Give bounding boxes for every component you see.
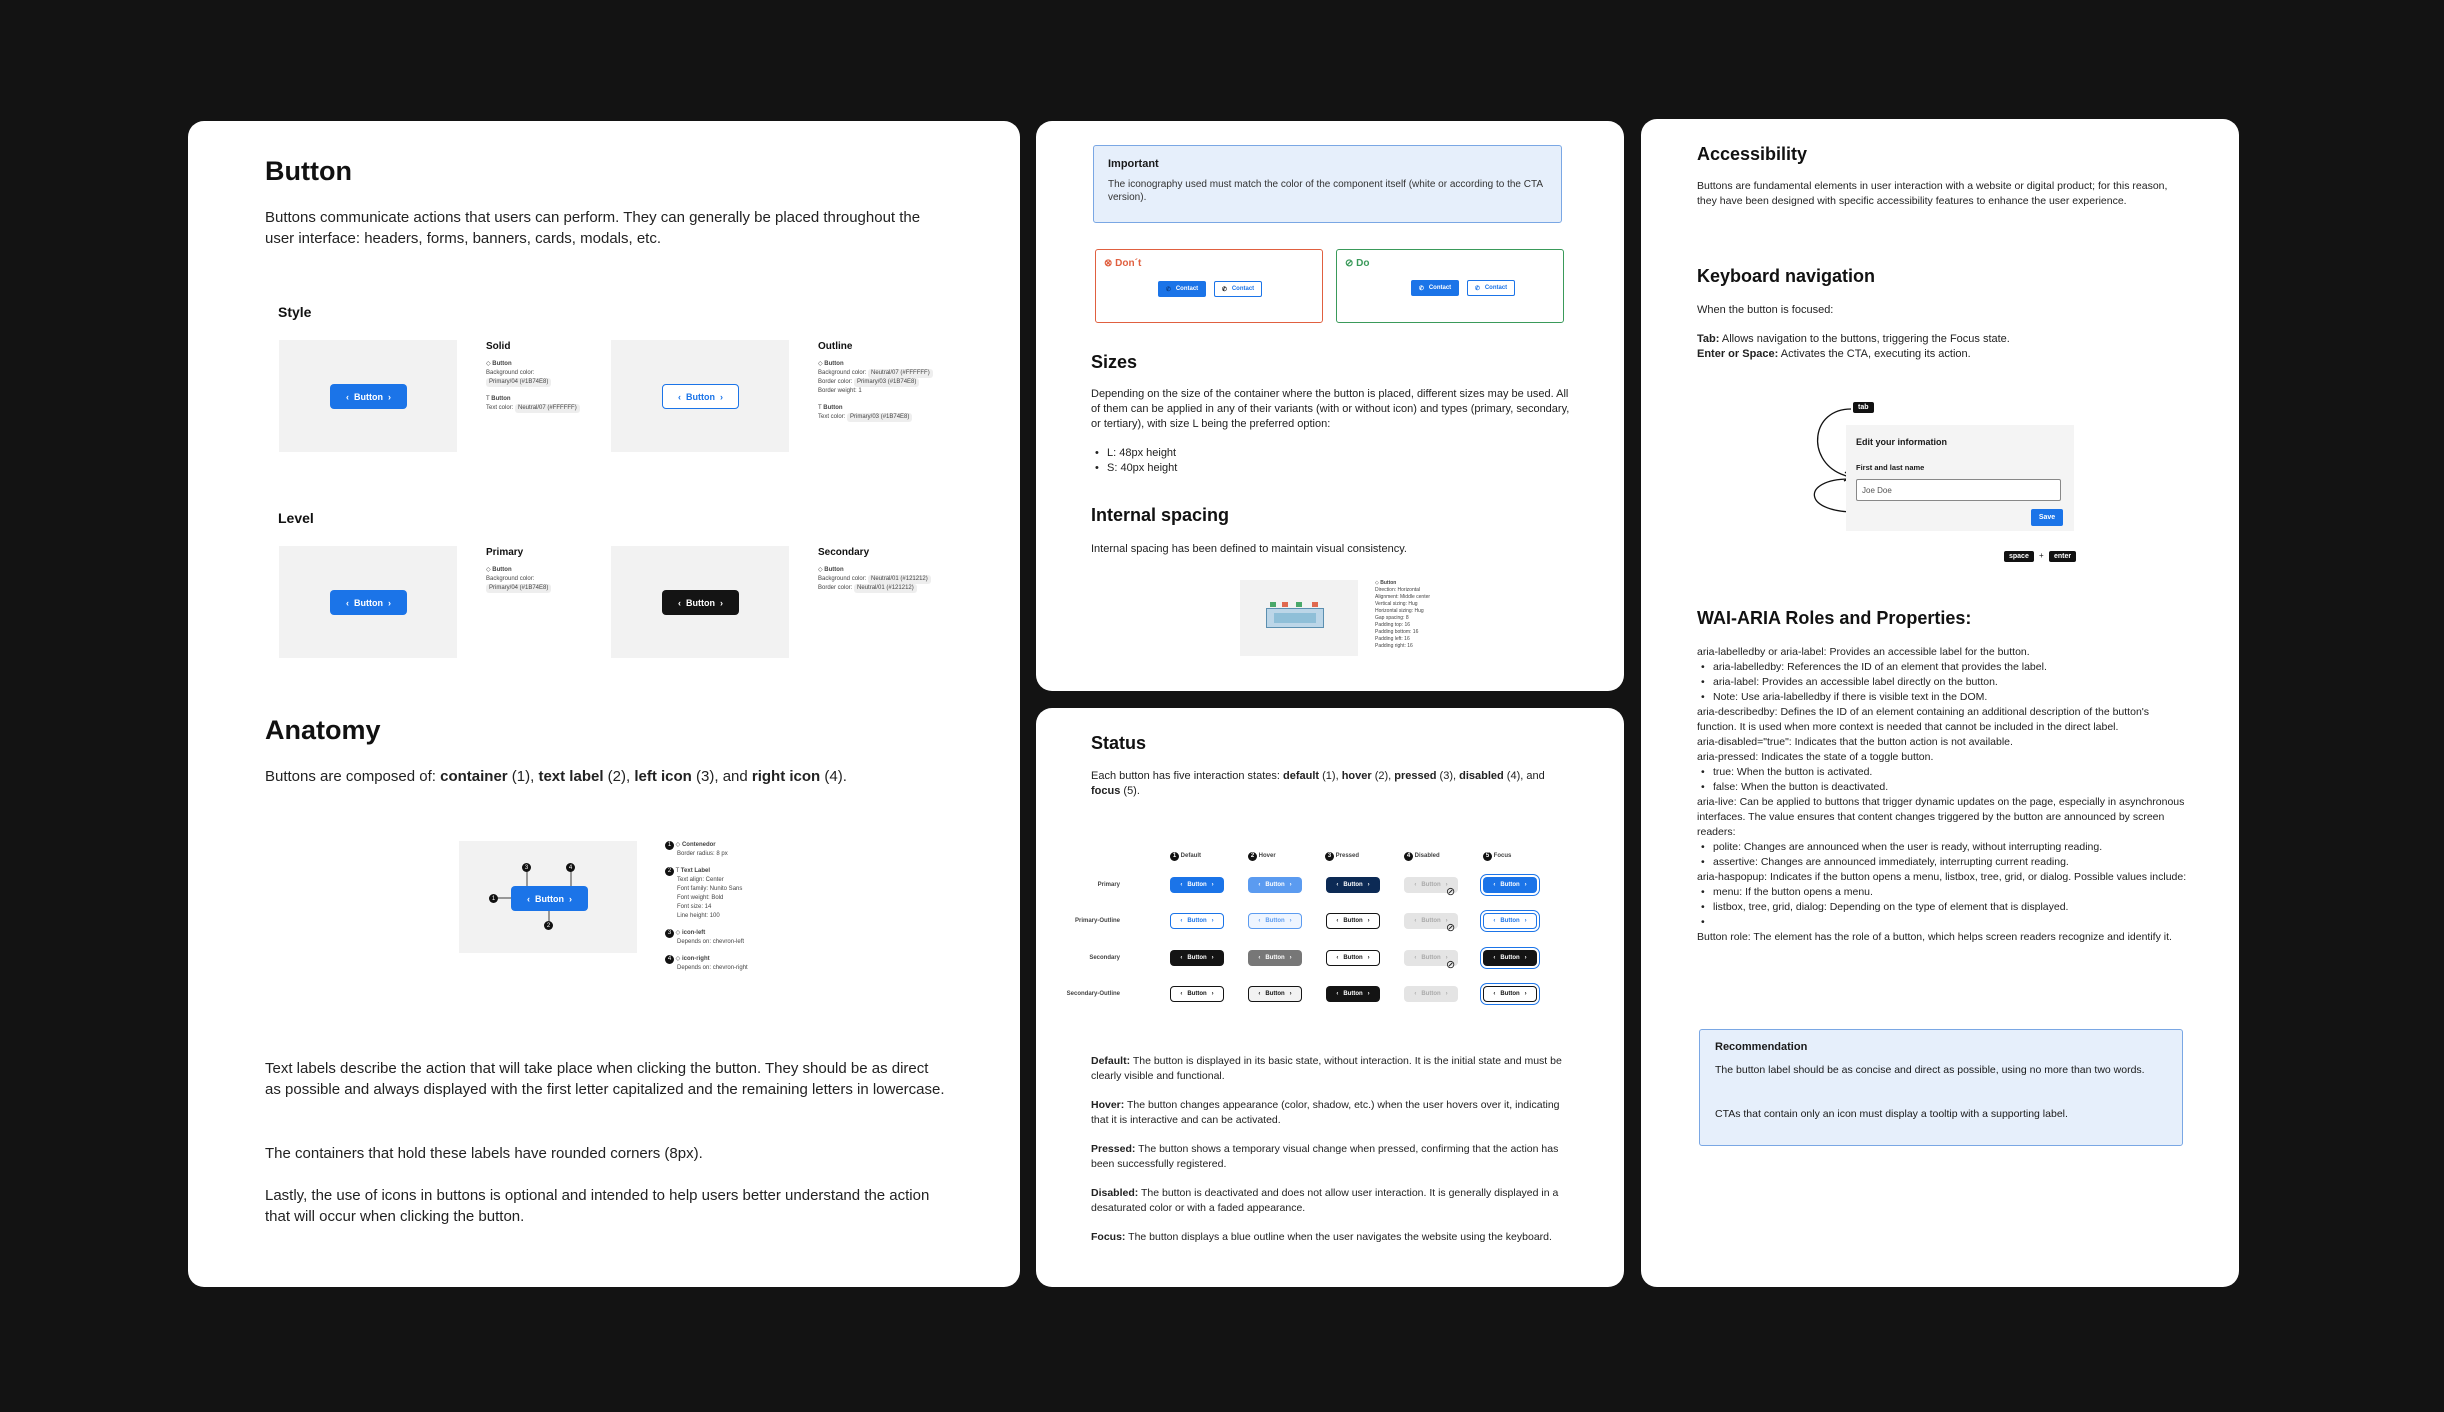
chevron-left-icon: ‹: [1336, 918, 1339, 924]
plus-sign: +: [2039, 551, 2044, 560]
phone-icon: ✆: [1418, 285, 1424, 292]
desc-disabled: Disabled: The button is deactivated and does not allow user interaction. It is generally displayed in a desaturated color or with a faded appearance.: [1091, 1187, 1559, 1214]
spacing-text: Internal spacing has been defined to maintain visual consistency.: [1091, 543, 1407, 555]
button-label: Button: [686, 597, 715, 608]
aria-line: • menu: If the button opens a menu.: [1701, 886, 1873, 898]
spacing-preview: [1240, 580, 1358, 656]
solid-item2-val: Neutral/07 (#FFFFFF): [515, 404, 580, 413]
aria-line: • listbox, tree, grid, dialog: Depending on the type of element that is displayed.: [1701, 901, 2069, 913]
marker-3: 3: [522, 863, 531, 872]
chevron-right-icon: ›: [1367, 882, 1370, 888]
recommendation-box: [1699, 1029, 2183, 1146]
chevron-right-icon: ›: [1367, 955, 1370, 961]
keyboard-title: Keyboard navigation: [1697, 266, 1876, 286]
component-icon: ◇: [1375, 580, 1379, 586]
secondary-focus[interactable]: ‹ Button ›: [1483, 950, 1537, 966]
status-card: [1036, 708, 1624, 1287]
chevron-left-icon: ‹: [1414, 882, 1417, 888]
chevron-left-icon: ‹: [678, 597, 681, 608]
button-label: Button: [354, 391, 383, 402]
chevron-left-icon: ‹: [678, 391, 681, 402]
anatomy-intro: Buttons are composed of: container (1), text label (2), left icon (3), and right icon (4).: [265, 768, 847, 785]
do-contact-button[interactable]: ✆ Contact: [1411, 280, 1459, 296]
secondary-hover[interactable]: ‹ Button ›: [1248, 950, 1302, 966]
keyboard-when: When the button is focused:: [1697, 304, 1834, 316]
primary-props: [486, 547, 596, 593]
chevron-left-icon: ‹: [1180, 918, 1183, 924]
col-header-default: 1 Default: [1170, 852, 1201, 861]
aria-line: • true: When the button is activated.: [1701, 766, 1873, 778]
secondary-outline-default[interactable]: ‹ Button ›: [1170, 986, 1224, 1002]
form-title: Edit your information: [1856, 437, 1947, 447]
frame-icon: ◇: [675, 842, 681, 848]
secondary-outline-hover[interactable]: ‹ Button ›: [1248, 986, 1302, 1002]
list-item: • S: 40px height: [1091, 461, 1177, 476]
chevron-right-icon: ›: [1211, 991, 1214, 997]
text-icon: T: [818, 405, 822, 411]
primary-outline-pressed[interactable]: ‹ Button ›: [1326, 913, 1380, 929]
sizes-text: Depending on the size of the container where the button is placed, different sizes may be used. All of them can be applied in any of their variants (with or without icon) and types (primary, secondary, or tertiary), with size L being the preferred option:: [1091, 388, 1570, 430]
chevron-right-icon: ›: [1524, 918, 1527, 924]
tab-key: tab: [1853, 402, 1874, 413]
chevron-left-icon: ‹: [1180, 991, 1183, 997]
col-header-hover: 2 Hover: [1248, 852, 1276, 861]
rec-text2: CTAs that contain only an icon must display a tooltip with a supporting label.: [1715, 1108, 2068, 1120]
component-icon: ◇: [486, 361, 491, 367]
outline-v4: Primary/03 (#1B74E8): [847, 413, 912, 422]
solid-item2: Button: [491, 396, 511, 402]
phone-icon: ✆: [1221, 286, 1227, 293]
marker-1: 1: [489, 894, 498, 903]
aria-title: WAI-ARIA Roles and Properties:: [1697, 608, 1972, 628]
sizes-title: Sizes: [1091, 352, 1138, 372]
chevron-left-icon: ‹: [1258, 991, 1261, 997]
chevron-right-icon: ›: [388, 391, 391, 402]
important-note: [1093, 145, 1562, 223]
text-labels-paragraph: Text labels describe the action that will take place when clicking the button. They should be as direct as possible and always displayed with the first letter capitalized and the remaining letters in lowercase.: [265, 1060, 945, 1098]
chevron-right-icon: ›: [1524, 955, 1527, 961]
component-icon: ◇: [818, 567, 823, 573]
row-label-primary: Primary: [1097, 882, 1120, 888]
secondary-v2: Neutral/01 (#121212): [854, 584, 917, 593]
button-label: Button: [686, 391, 715, 402]
chevron-right-icon: ›: [1289, 991, 1292, 997]
chevron-right-icon: ›: [1445, 991, 1448, 997]
enter-key: enter: [2049, 551, 2076, 562]
row-label-secondary: Secondary: [1089, 955, 1120, 961]
dont-example: [1095, 249, 1323, 323]
aria-line: • false: When the button is deactivated.: [1701, 781, 1889, 793]
chevron-left-icon: ‹: [1493, 955, 1496, 961]
primary-item: Button: [492, 567, 512, 573]
aria-line: Button role: The element has the role of a button, which helps screen readers recognize and identify it.: [1697, 931, 2172, 943]
primary-title: Primary: [486, 547, 524, 558]
list-item: • L: 48px height: [1091, 446, 1177, 461]
icons-paragraph: Lastly, the use of icons in buttons is optional and intended to help users better understand the action that will occur when clicking the button.: [265, 1187, 930, 1225]
dont-label: Don´t: [1115, 258, 1142, 269]
col-header-disabled: 4 Disabled: [1404, 852, 1440, 861]
sizes-card: [1036, 121, 1624, 691]
chevron-left-icon: ‹: [1180, 882, 1183, 888]
chevron-right-icon: ›: [1445, 918, 1448, 924]
button-doc-card: [188, 121, 1020, 1287]
primary-focus[interactable]: ‹ Button ›: [1483, 877, 1537, 893]
solid-item1-prop: Background color:: [486, 370, 535, 376]
outline-v1: Neutral/07 (#FFFFFF): [868, 369, 933, 378]
aria-line: aria-pressed: Indicates the state of a toggle button.: [1697, 751, 1934, 763]
chevron-right-icon: ›: [1289, 882, 1292, 888]
aria-line: aria-live: Can be applied to buttons that trigger dynamic updates on the page, especially in asynchronous interfaces. The value ensures that content changes triggered by the button are announced by screen readers:: [1697, 796, 2185, 838]
space-key: space: [2004, 551, 2034, 562]
primary-outline-hover[interactable]: ‹ Button ›: [1248, 913, 1302, 929]
phone-icon: ✆: [1165, 286, 1171, 293]
chevron-left-icon: ‹: [346, 391, 349, 402]
style-heading: Style: [278, 304, 312, 320]
name-input[interactable]: Joe Doe: [1856, 479, 2061, 501]
sizes-list: [1091, 446, 1177, 476]
chevron-right-icon: ›: [1211, 918, 1214, 924]
component-icon: ◇: [818, 361, 823, 367]
chevron-left-icon: ‹: [1336, 955, 1339, 961]
primary-outline-disabled: ‹ Button ›: [1404, 913, 1458, 929]
outline-props: [818, 341, 938, 422]
secondary-button-sample[interactable]: [662, 590, 739, 615]
text-icon: T: [486, 396, 490, 402]
gap-marker: [1282, 602, 1288, 607]
outline-item1: Button: [824, 361, 844, 367]
secondary-preview: [611, 546, 789, 658]
solid-props: [486, 341, 596, 413]
check-circle-icon: ⊘: [1345, 258, 1354, 269]
chevron-left-icon: ‹: [1493, 918, 1496, 924]
component-icon: ◇: [675, 956, 681, 962]
outline-p4: Text color:: [818, 414, 846, 420]
chevron-left-icon: ‹: [346, 597, 349, 608]
desc-default: Default: The button is displayed in its basic state, without interaction. It is the initial state and must be clearly visible and functional.: [1091, 1055, 1562, 1082]
primary-button-sample[interactable]: [330, 590, 407, 615]
status-intro: Each button has five interaction states: default (1), hover (2), pressed (3), disabled (4), and focus (5).: [1091, 770, 1545, 797]
aria-line: aria-disabled="true": Indicates that the button action is not available.: [1697, 736, 2013, 748]
component-icon: ◇: [675, 930, 681, 936]
chevron-left-icon: ‹: [1258, 882, 1261, 888]
not-allowed-cursor-icon: ⊘: [1446, 922, 1456, 934]
primary-prop: Background color:: [486, 576, 535, 582]
chevron-right-icon: ›: [1524, 882, 1527, 888]
chevron-right-icon: ›: [720, 597, 723, 608]
chevron-right-icon: ›: [1367, 991, 1370, 997]
row-label-secondary-outline: Secondary-Outline: [1066, 991, 1120, 997]
chevron-right-icon: ›: [1445, 955, 1448, 961]
level-heading: Level: [278, 510, 314, 526]
primary-disabled: ‹ Button ›: [1404, 877, 1458, 893]
field-label: First and last name: [1856, 463, 1925, 472]
chevron-left-icon: ‹: [1493, 882, 1496, 888]
chevron-right-icon: ›: [720, 391, 723, 402]
keyboard-enter: Enter or Space: Activates the CTA, executing its action.: [1697, 348, 1971, 360]
primary-default[interactable]: ‹ Button ›: [1170, 877, 1224, 893]
aria-line: aria-haspopup: Indicates if the button opens a menu, listbox, tree, grid, or dialog. Possible values include:: [1697, 871, 2187, 883]
secondary-title: Secondary: [818, 547, 870, 558]
anatomy-button-sample[interactable]: [511, 886, 588, 911]
rec-text1: The button label should be as concise and direct as possible, using no more than two words.: [1715, 1064, 2145, 1076]
col-header-pressed: 3 Pressed: [1325, 852, 1359, 861]
chevron-left-icon: ‹: [1336, 882, 1339, 888]
rec-title: Recommendation: [1715, 1041, 1808, 1053]
primary-hover[interactable]: ‹ Button ›: [1248, 877, 1302, 893]
content-area: [1274, 613, 1316, 623]
chevron-right-icon: ›: [1289, 955, 1292, 961]
solid-preview: [279, 340, 457, 452]
secondary-default[interactable]: ‹ Button ›: [1170, 950, 1224, 966]
anatomy-props: 1 ◇ Contenedor Border radius: 8 px 2 T Text Label Text align: Center Font family: Nunito Sans Font weight: Bold Font size: 14 Line height: 100 3 ◇ icon-left Depends on: chevron-left 4 ◇ icon-right Depends on: chevron-right: [665, 841, 795, 973]
outline-p3: Border weight: 1: [818, 388, 862, 394]
chevron-left-icon: ‹: [527, 893, 530, 904]
accessibility-card: [1641, 119, 2239, 1287]
desc-hover: Hover: The button changes appearance (color, shadow, etc.) when the user hovers over it, indicating that it is interactive and can be activated.: [1091, 1099, 1560, 1126]
primary-preview: [279, 546, 457, 658]
chevron-right-icon: ›: [1445, 882, 1448, 888]
secondary-disabled: ‹ Button ›: [1404, 950, 1458, 966]
spacing-title: Internal spacing: [1091, 505, 1230, 525]
solid-item1-val: Primary/04 (#1B74E8): [486, 378, 551, 387]
secondary-outline-focus[interactable]: ‹ Button ›: [1483, 986, 1537, 1002]
outline-button-sample[interactable]: [662, 384, 739, 409]
secondary-p1: Background color:: [818, 576, 867, 582]
outline-item2: Button: [823, 405, 843, 411]
aria-line: •: [1701, 916, 1705, 928]
close-circle-icon: ⊗: [1104, 258, 1113, 269]
chevron-left-icon: ‹: [1258, 918, 1261, 924]
secondary-outline-disabled: ‹ Button ›: [1404, 986, 1458, 1002]
anatomy-title: Anatomy: [265, 715, 381, 745]
chevron-left-icon: ‹: [1414, 991, 1417, 997]
marker-2: 2: [544, 921, 553, 930]
secondary-pressed[interactable]: ‹ Button ›: [1326, 950, 1380, 966]
solid-item2-prop: Text color:: [486, 405, 514, 411]
not-allowed-cursor-icon: ⊘: [1446, 886, 1456, 898]
component-icon: ◇: [486, 567, 491, 573]
solid-item1: Button: [492, 361, 512, 367]
aria-line: • Note: Use aria-labelledby if there is visible text in the DOM.: [1701, 691, 1988, 703]
status-descriptions: [1091, 1054, 1569, 1245]
col-header-focus: 5 Focus: [1483, 852, 1511, 861]
dont-contact-outline-button[interactable]: ✆ Contact: [1214, 281, 1262, 297]
secondary-outline-pressed[interactable]: ‹ Button ›: [1326, 986, 1380, 1002]
chevron-left-icon: ‹: [1414, 918, 1417, 924]
button-label: Button: [535, 893, 564, 904]
button-label: Button: [354, 597, 383, 608]
secondary-v1: Neutral/01 (#121212): [868, 575, 931, 584]
aria-line: aria-labelledby or aria-label: Provides an accessible label for the button.: [1697, 646, 2030, 658]
page-title: Button: [265, 156, 352, 186]
gap-marker: [1270, 602, 1276, 607]
desc-focus: Focus: The button displays a blue outline when the user navigates the website using the keyboard.: [1091, 1231, 1552, 1243]
aria-line: • polite: Changes are announced when the user is ready, without interrupting reading.: [1701, 841, 2103, 853]
do-example: [1336, 249, 1564, 323]
aria-list: [1697, 645, 2187, 945]
outline-p2: Border color:: [818, 379, 853, 385]
gap-marker: [1312, 602, 1318, 607]
chevron-right-icon: ›: [1367, 918, 1370, 924]
chevron-right-icon: ›: [569, 893, 572, 904]
secondary-props: [818, 547, 938, 593]
text-icon: T: [675, 868, 680, 874]
chevron-left-icon: ‹: [1258, 955, 1261, 961]
do-contact-outline-button[interactable]: ✆ Contact: [1467, 280, 1515, 296]
anatomy-preview: [459, 841, 637, 953]
keyboard-tab: Tab: Allows navigation to the buttons, triggering the Focus state.: [1697, 333, 2010, 345]
chevron-right-icon: ›: [1211, 955, 1214, 961]
chevron-left-icon: ‹: [1414, 955, 1417, 961]
desc-pressed: Pressed: The button shows a temporary visual change when pressed, confirming that the action has been successfully registered.: [1091, 1143, 1559, 1170]
accessibility-title: Accessibility: [1697, 144, 1808, 164]
aria-line: • assertive: Changes are announced immediately, interrupting current reading.: [1701, 856, 2069, 868]
rounded-corners-paragraph: The containers that hold these labels have rounded corners (8px).: [265, 1145, 703, 1162]
secondary-p2: Border color:: [818, 585, 853, 591]
chevron-right-icon: ›: [1211, 882, 1214, 888]
button-intro: Buttons communicate actions that users can perform. They can generally be placed throughout the user interface: headers, forms, banners, cards, modals, etc.: [265, 209, 921, 247]
primary-outline-focus[interactable]: ‹ Button ›: [1483, 913, 1537, 929]
secondary-item: Button: [824, 567, 844, 573]
important-text: The iconography used must match the color of the component itself (white or according to the CTA version).: [1108, 179, 1543, 203]
edit-form-demo: [1846, 425, 2074, 531]
aria-line: aria-describedby: Defines the ID of an element containing an additional description of the button's function. It is used when more context is needed that cannot be included in the direct label.: [1697, 706, 2150, 733]
aria-line: • aria-labelledby: References the ID of an element that provides the label.: [1701, 661, 2047, 673]
row-label-primary-outline: Primary-Outline: [1074, 918, 1120, 924]
dont-contact-button[interactable]: ✆ Contact: [1158, 281, 1206, 297]
gap-marker: [1296, 602, 1302, 607]
accessibility-intro: Buttons are fundamental elements in user interaction with a website or digital product; for this reason, they have been designed with specific accessibility features to enhance the user experience.: [1697, 180, 2168, 207]
chevron-right-icon: ›: [388, 597, 391, 608]
primary-outline-default[interactable]: ‹ Button ›: [1170, 913, 1224, 929]
outline-p1: Background color:: [818, 370, 867, 376]
solid-title: Solid: [486, 341, 511, 352]
aria-line: • aria-label: Provides an accessible label directly on the button.: [1701, 676, 1998, 688]
marker-4: 4: [566, 863, 575, 872]
outline-title: Outline: [818, 341, 853, 352]
solid-button-sample[interactable]: [330, 384, 407, 409]
chevron-right-icon: ›: [1524, 991, 1527, 997]
chevron-left-icon: ‹: [1180, 955, 1183, 961]
important-title: Important: [1108, 158, 1159, 170]
chevron-left-icon: ‹: [1493, 991, 1496, 997]
do-label: Do: [1356, 258, 1370, 269]
primary-pressed[interactable]: ‹ Button ›: [1326, 877, 1380, 893]
status-title: Status: [1091, 733, 1147, 753]
chevron-left-icon: ‹: [1336, 991, 1339, 997]
chevron-right-icon: ›: [1289, 918, 1292, 924]
outline-preview: [611, 340, 789, 452]
not-allowed-cursor-icon: ⊘: [1446, 959, 1456, 971]
phone-icon: ✆: [1474, 285, 1480, 292]
outline-v2: Primary/03 (#1B74E8): [854, 378, 919, 387]
primary-val: Primary/04 (#1B74E8): [486, 584, 551, 593]
spacing-props: ◇ Button Direction: Horizontal Alignment: Middle center Vertical sizing: Hug Horizontal sizing: Hug Gap spacing: 8 Padding top: 16 Padding bottom: 16 Padding left: 16 Padding right: 16: [1375, 580, 1431, 649]
save-button[interactable]: Save: [2031, 509, 2063, 526]
